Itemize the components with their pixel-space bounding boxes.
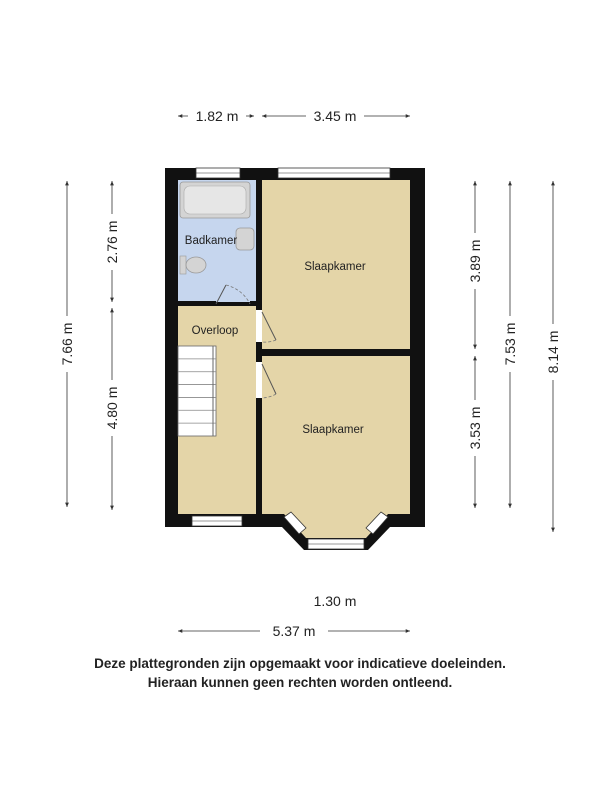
dim-label-right-mid: 7.53 m	[502, 322, 518, 366]
sink-icon	[236, 228, 254, 250]
wall-bath-landing	[178, 301, 216, 306]
room-label-bathroom: Badkamer	[184, 235, 238, 247]
toilet-icon	[180, 256, 206, 274]
disclaimer-line-2: Hieraan kunnen geen rechten worden ontleend.	[147, 675, 453, 690]
wall-bath-landing-right	[250, 301, 256, 306]
room-label-landing: Overloop	[191, 325, 239, 337]
wall-bedrooms	[262, 349, 410, 356]
dim-label-bottom-total: 5.37 m	[272, 623, 316, 639]
dim-label-right-lower: 3.53 m	[467, 406, 483, 450]
dim-label-left-upper: 2.76 m	[104, 220, 120, 264]
staircase	[178, 346, 216, 436]
room-label-bedroom-bottom: Slaapkamer	[302, 424, 364, 436]
wall-center-mid	[256, 342, 262, 362]
dim-label-right-outer: 8.14 m	[545, 330, 561, 374]
dim-label-bay-width: 1.30 m	[313, 593, 357, 609]
dim-label-right-upper: 3.89 m	[467, 239, 483, 283]
bedroom-bottom-floor	[262, 356, 410, 538]
dim-label-top-right: 3.45 m	[313, 108, 357, 124]
wall-center-bottom	[256, 398, 262, 514]
room-label-bedroom-top: Slaapkamer	[304, 261, 366, 273]
disclaimer-line-1: Deze plattegronden zijn opgemaakt voor indicatieve doeleinden.	[94, 656, 506, 671]
dim-label-top-left: 1.82 m	[195, 108, 239, 124]
wall-center-top	[256, 180, 262, 310]
dim-label-left-outer: 7.66 m	[59, 322, 75, 366]
dim-label-left-lower: 4.80 m	[104, 386, 120, 430]
